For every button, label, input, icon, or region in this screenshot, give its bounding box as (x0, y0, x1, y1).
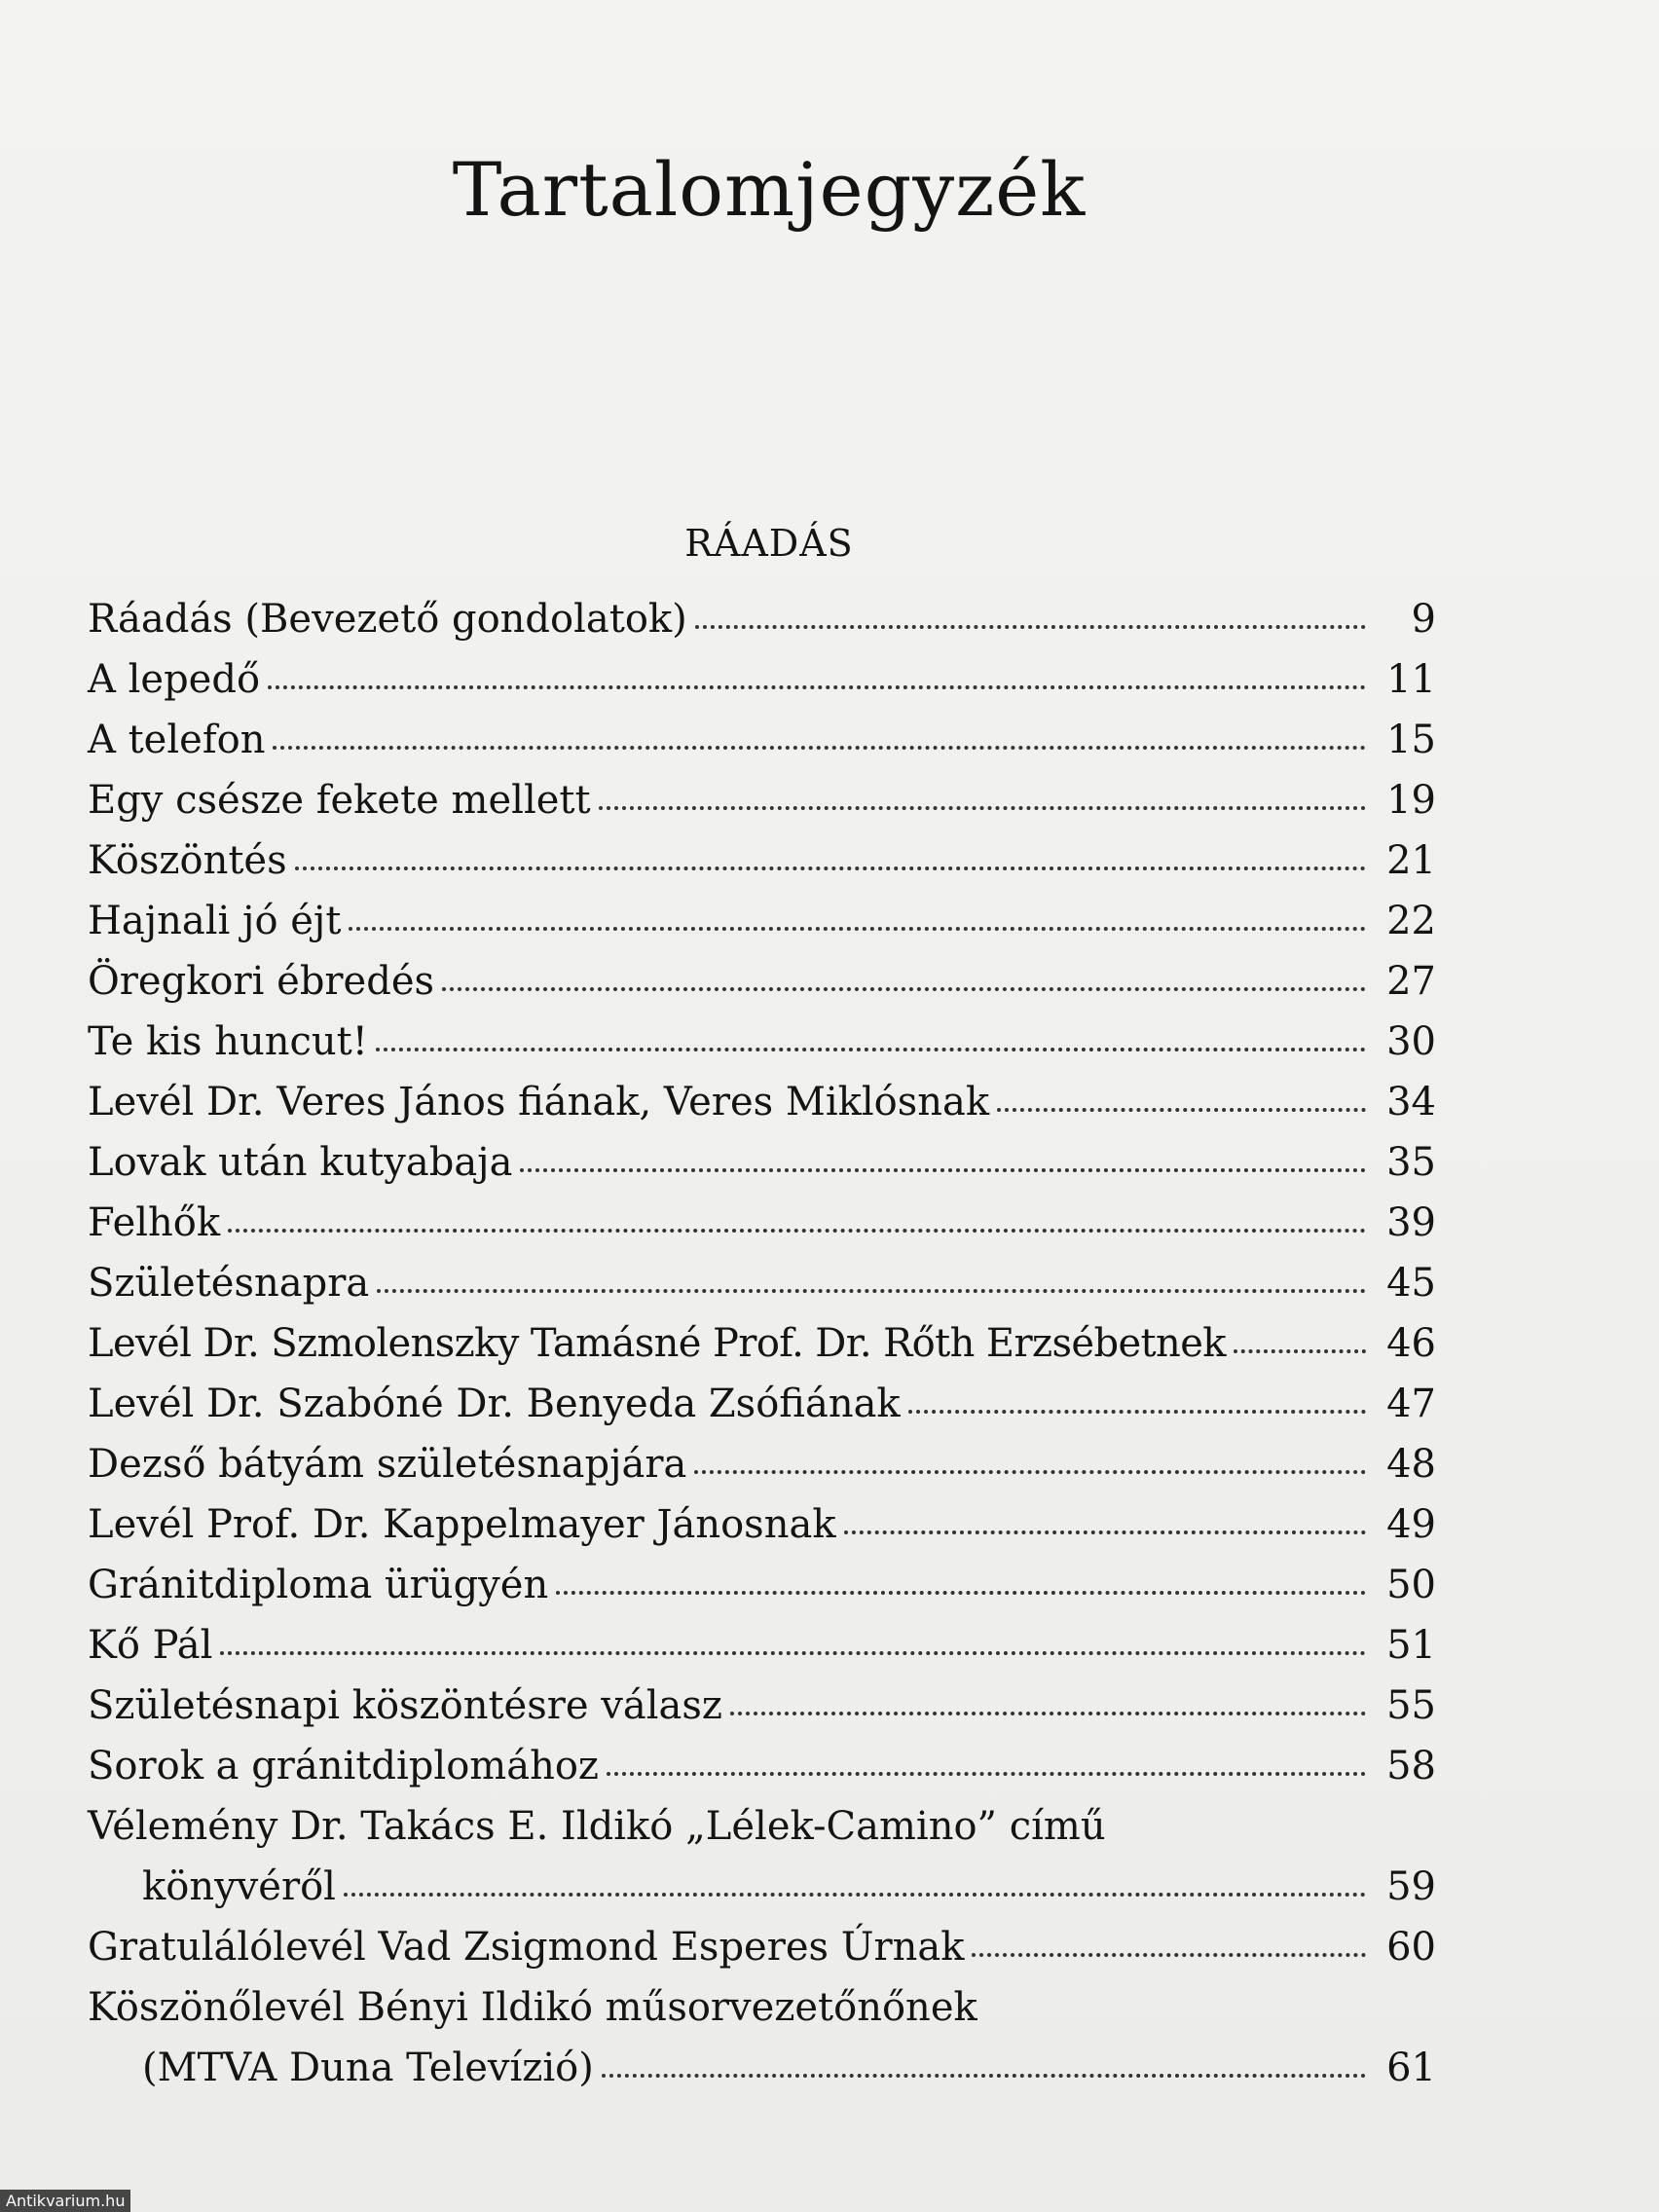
toc-entry-page: 22 (1386, 899, 1436, 943)
toc-entry (88, 951, 1436, 1012)
toc-entry-page: 55 (1386, 1683, 1436, 1728)
toc-entry-title-continuation: könyvéről (142, 1864, 336, 1909)
toc-entry-page: 47 (1386, 1382, 1436, 1426)
dot-leader (1234, 1349, 1366, 1353)
dot-leader (376, 1048, 1366, 1051)
toc-entry (88, 1132, 1436, 1193)
dot-leader (442, 987, 1366, 991)
toc-entry-page: 51 (1386, 1623, 1436, 1668)
toc-entry-page: 19 (1386, 778, 1436, 823)
toc-entry (88, 1736, 1436, 1796)
toc-entry-page: 11 (1386, 657, 1436, 702)
toc-entry-title: A lepedő (88, 657, 261, 702)
toc-entry-page: 58 (1386, 1744, 1436, 1788)
dot-leader (908, 1410, 1366, 1414)
toc-entry-title: Gránitdiploma ürügyén (88, 1563, 549, 1607)
toc-entry (88, 1193, 1436, 1253)
toc-entry-title: Köszöntés (88, 838, 287, 883)
toc-entry-title: Levél Dr. Szmolenszky Tamásné Prof. Dr. Rőth Erzsébetnek (88, 1321, 1226, 1366)
toc-entry-title: Levél Dr. Veres János fiának, Veres Miklósnak (88, 1080, 990, 1124)
section-heading: RÁADÁS (684, 522, 854, 565)
dot-leader (228, 1229, 1366, 1233)
toc-entry-page: 46 (1386, 1321, 1436, 1366)
toc-entry-page: 34 (1386, 1080, 1436, 1124)
dot-leader (602, 2074, 1366, 2078)
toc-entry (88, 1253, 1436, 1313)
toc-entry-page: 39 (1386, 1200, 1436, 1245)
toc-entry-title: Egy csésze fekete mellett (88, 778, 591, 823)
dot-leader (607, 1772, 1366, 1776)
toc-entry (88, 649, 1436, 710)
toc-entry-title: Levél Dr. Szabóné Dr. Benyeda Zsófiának (88, 1382, 901, 1426)
dot-leader (268, 685, 1366, 689)
toc-entry-page: 27 (1386, 959, 1436, 1004)
toc-entry (88, 1434, 1436, 1494)
toc-entry-title: Lovak után kutyabaja (88, 1140, 513, 1185)
toc-entry-title: Ráadás (Bevezető gondolatok) (88, 597, 687, 642)
toc-entry-page: 49 (1386, 1502, 1436, 1547)
dot-leader (220, 1651, 1366, 1655)
toc-entry (88, 1012, 1436, 1072)
table-of-contents (88, 589, 1436, 2098)
toc-entry-title: A telefon (88, 718, 266, 762)
toc-entry-title: Köszönőlevél Bényi Ildikó műsorvezetőnőnek (88, 1985, 977, 2030)
dot-leader (694, 1470, 1366, 1474)
toc-entry (88, 770, 1436, 830)
dot-leader (556, 1591, 1366, 1595)
toc-entry (88, 1374, 1436, 1434)
dot-leader (972, 1953, 1366, 1957)
toc-entry (88, 1676, 1436, 1736)
dot-leader (695, 625, 1366, 629)
toc-entry-title: Levél Prof. Dr. Kappelmayer Jánosnak (88, 1502, 836, 1547)
toc-entry (88, 891, 1436, 951)
toc-entry-title: Vélemény Dr. Takács E. Ildikó „Lélek-Camino” című (88, 1804, 1106, 1849)
toc-entry (88, 1313, 1436, 1374)
toc-entry-first-line (88, 1796, 1436, 1857)
toc-entry (88, 1917, 1436, 1977)
dot-leader (997, 1108, 1366, 1112)
dot-leader (377, 1289, 1366, 1293)
toc-entry-title: Sorok a gránitdiplomához (88, 1744, 599, 1788)
dot-leader (599, 806, 1366, 810)
toc-entry (88, 2038, 1436, 2098)
dot-leader (295, 866, 1366, 870)
dot-leader (349, 927, 1366, 931)
toc-entry-page: 35 (1386, 1140, 1436, 1185)
toc-entry-title: Születésnapra (88, 1261, 370, 1306)
toc-entry-page: 61 (1386, 2046, 1436, 2090)
watermark: Antikvarium.hu (0, 2190, 130, 2212)
toc-entry (88, 1494, 1436, 1555)
toc-entry-page: 50 (1386, 1563, 1436, 1607)
dot-leader (730, 1712, 1366, 1715)
toc-entry-page: 30 (1386, 1019, 1436, 1064)
toc-entry-page: 48 (1386, 1442, 1436, 1487)
toc-entry-title: Öregkori ébredés (88, 959, 435, 1004)
toc-entry-title: Kő Pál (88, 1623, 213, 1668)
toc-entry-page: 15 (1386, 718, 1436, 762)
toc-entry-title: Te kis huncut! (88, 1019, 368, 1064)
toc-entry-page: 45 (1386, 1261, 1436, 1306)
toc-entry-title: Dezső bátyám születésnapjára (88, 1442, 687, 1487)
toc-entry (88, 1857, 1436, 1917)
toc-entry-title: Gratulálólevél Vad Zsigmond Esperes Úrnak (88, 1925, 965, 1970)
toc-entry-page: 60 (1386, 1925, 1436, 1970)
dot-leader (344, 1893, 1366, 1897)
page-title: Tartalomjegyzék (452, 146, 1087, 233)
toc-entry (88, 1072, 1436, 1132)
toc-entry-title: Születésnapi köszöntésre válasz (88, 1683, 722, 1728)
toc-entry-first-line (88, 1977, 1436, 2038)
toc-entry-title-continuation: (MTVA Duna Televízió) (142, 2046, 594, 2090)
toc-entry (88, 589, 1436, 649)
dot-leader (273, 746, 1366, 750)
toc-entry-title: Felhők (88, 1200, 221, 1245)
toc-entry (88, 1615, 1436, 1676)
dot-leader (844, 1530, 1366, 1534)
dot-leader (520, 1168, 1366, 1172)
toc-entry-page: 21 (1386, 838, 1436, 883)
toc-entry-page: 9 (1411, 597, 1436, 642)
toc-entry (88, 830, 1436, 891)
toc-entry (88, 1555, 1436, 1615)
toc-entry-page: 59 (1386, 1864, 1436, 1909)
toc-entry (88, 710, 1436, 770)
toc-entry-title: Hajnali jó éjt (88, 899, 342, 943)
